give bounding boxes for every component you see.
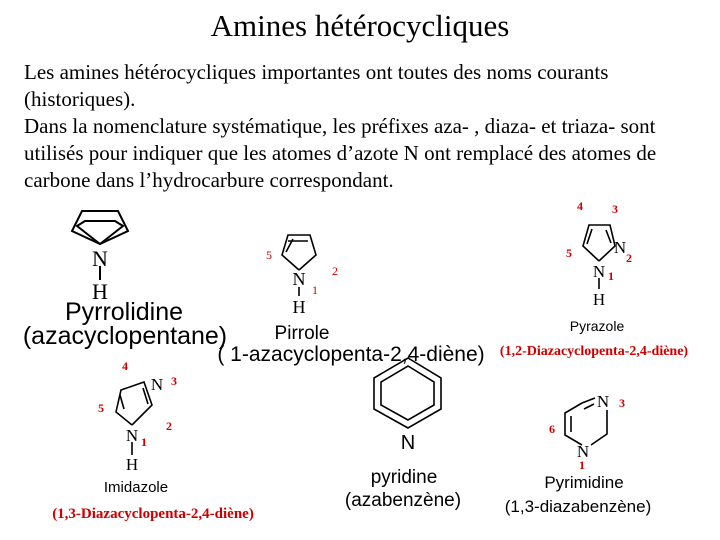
pyrimidine-n1-atom: N [576,442,590,461]
pyrimidine-locant-3: 3 [619,396,625,410]
pyrrole-systematic: ( 1-azacyclopenta-2,4-diène) [217,343,485,366]
pyrazole-systematic: (1,2-Diazacyclopenta-2,4-diène) [499,344,689,359]
pyrimidine-locant-1: 1 [579,458,585,472]
pyrazole-h-atom: H [592,290,606,309]
pyrazole-locant-1: 1 [608,269,614,283]
pyrazole-locant-2: 2 [626,251,632,265]
intro-line-2: Dans la nomenclature systématique, les préfixes aza- , diaza- et triaza- sont utilisés pour indiquer que les atomes d’azote N ont remplacé des atomes de carbone dans l’hydrocarbure correspondant. [24,114,657,192]
pyridine-name: pyridine [370,467,438,488]
imidazole-locant-4: 4 [122,359,128,373]
pyrazole-locant-4: 4 [577,199,583,213]
pyrrole-locant-1: 1 [312,283,318,297]
pyridine-n-atom: N [400,432,416,454]
pyrazole-n1-atom: N [592,262,606,281]
pyrrole-name: Pirrole [274,323,330,344]
pyrazole-locant-5: 5 [566,246,572,260]
pyrimidine-systematic: (1,3-diazabenzène) [504,497,652,516]
imidazole-locant-3: 3 [171,374,177,388]
page-title: Amines hétérocycliques [210,8,510,43]
pyrrolidine-name: Pyrrolidine [64,298,184,326]
imidazole-locant-2: 2 [166,419,172,433]
pyrrolidine-systematic: (azacyclopentane) [22,322,228,350]
pyrrole-locant-2: 2 [332,264,338,278]
imidazole-locant-1: 1 [141,435,147,449]
pyrrolidine-h-atom: H [92,279,108,304]
pyrimidine-name: Pyrimidine [544,473,624,492]
pyrazole-n2-atom: N [613,238,627,257]
imidazole-systematic: (1,3-Diazacyclopenta-2,4-diène) [52,506,254,522]
pyridine-systematic: (azabenzène) [344,490,462,511]
imidazole-name: Imidazole [103,479,169,496]
pyrrole-locant-5: 5 [266,248,272,262]
pyrimidine-locant-6: 6 [549,422,555,436]
imidazole-n1-atom: N [125,426,139,445]
pyridine-ring [374,358,441,428]
imidazole-n3-atom: N [150,375,164,394]
intro-line-1: Les amines hétérocycliques importantes ont toutes des noms courants (historiques). [24,60,609,111]
imidazole-h-atom: H [125,455,139,474]
pyrimidine-n3-atom: N [596,392,610,411]
pyrrole-h-atom: H [292,297,306,317]
pyrrole-n-atom: N [292,269,306,289]
imidazole-locant-5: 5 [98,401,104,415]
pyrrolidine-n-atom: N [92,246,108,271]
pyrazole-locant-3: 3 [612,202,618,216]
pyrazole-name: Pyrazole [569,318,625,334]
